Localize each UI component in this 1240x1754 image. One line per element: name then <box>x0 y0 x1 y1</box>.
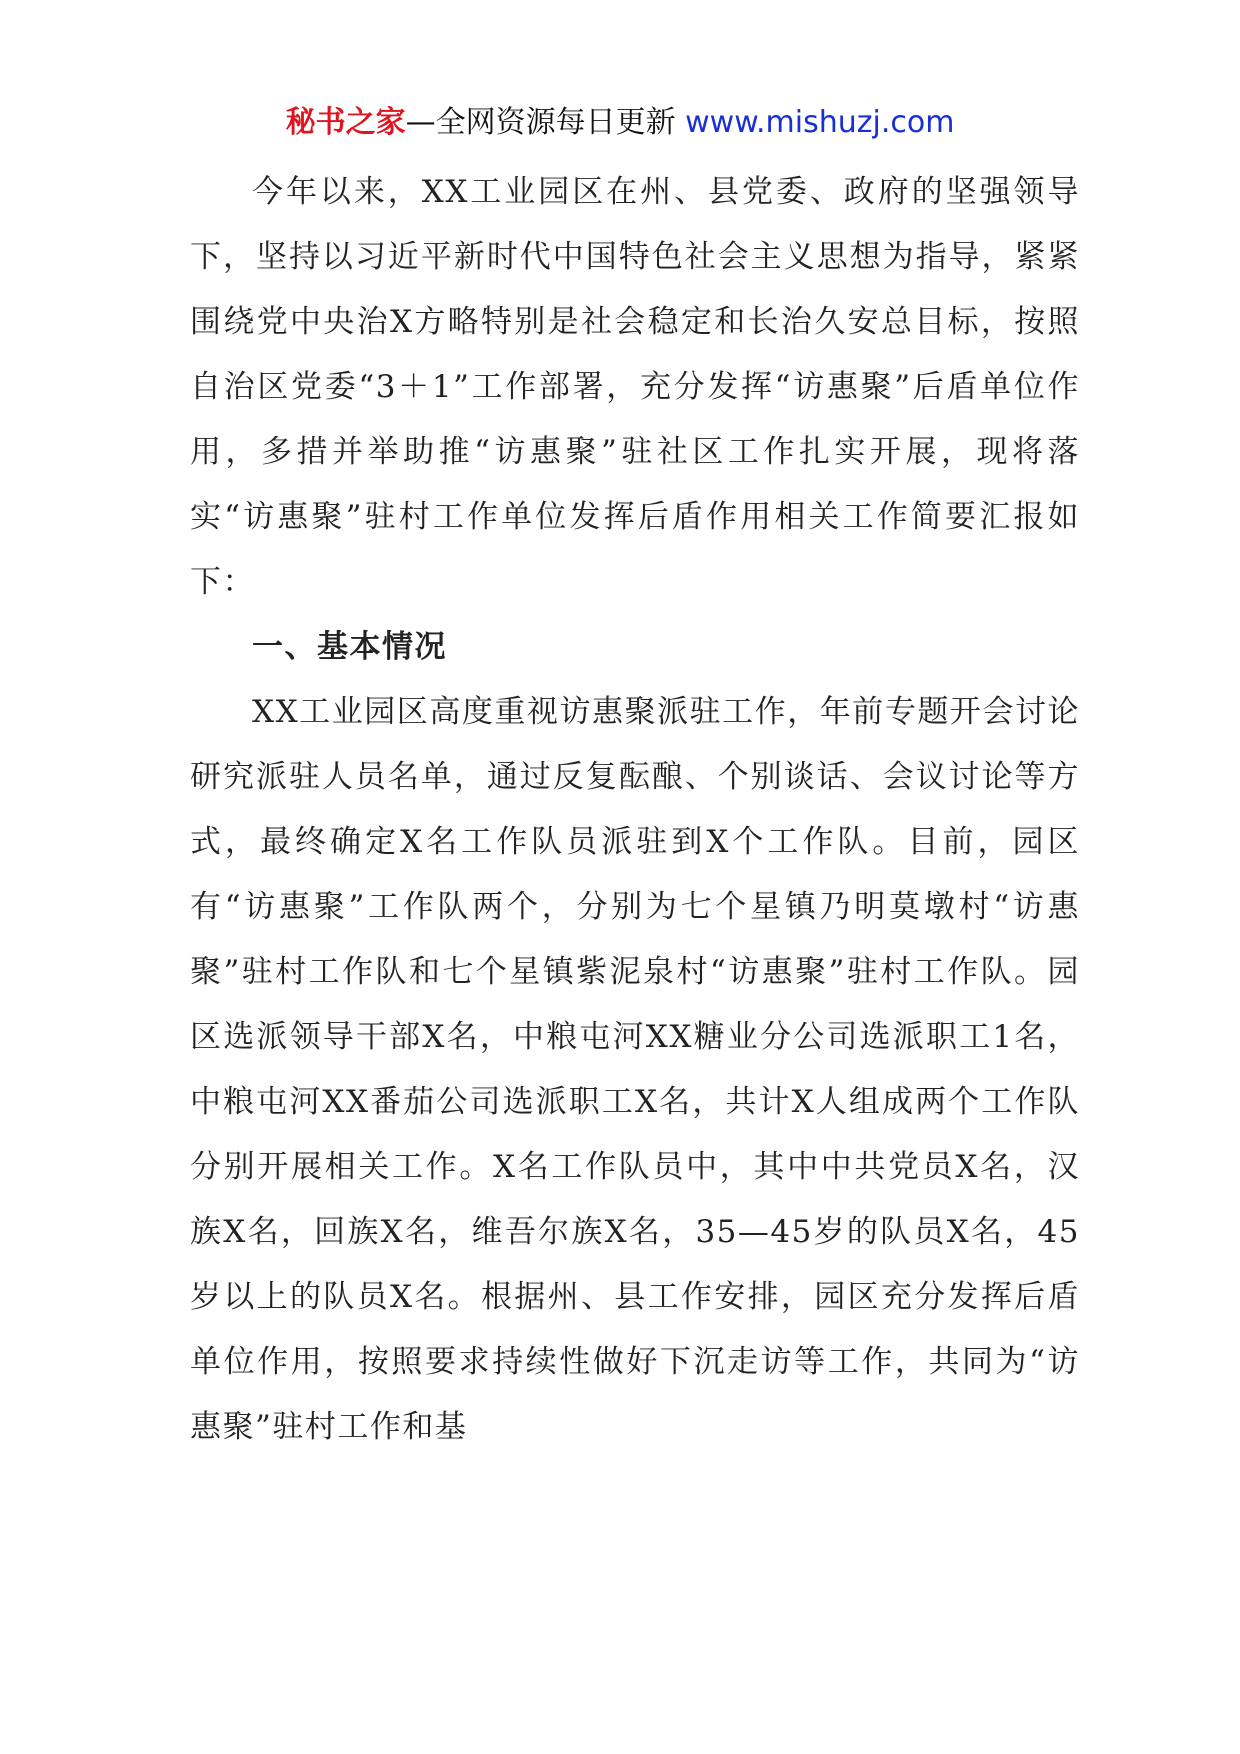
section-paragraph-basic: XX工业园区高度重视访惠聚派驻工作，年前专题开会讨论研究派驻人员名单，通过反复酝酿、个别谈话、会议讨论等方式，最终确定X名工作队员派驻到X个工作队。目前，园区有“访惠聚”工作队两个，分别为七个星镇乃明莫墩村“访惠聚”驻村工作队和七个星镇紫泥泉村“访惠聚”驻村工作队。园区选派领导干部X名，中粮屯河XX糖业分公司选派职工1名，中粮屯河XX番茄公司选派职工X名，共计X人组成两个工作队分别开展相关工作。X名工作队员中，其中中共党员X名，汉族X名，回族X名，维吾尔族X名，35—45岁的队员X名，45岁以上的队员X名。根据州、县工作安排，园区充分发挥后盾单位作用，按照要求持续性做好下沉走访等工作，共同为“访惠聚”驻村工作和基 <box>190 694 1080 1445</box>
section-heading-basic: 一、基本情况 <box>252 629 447 665</box>
brand-name: 秘书之家 <box>285 105 406 140</box>
intro-paragraph: 今年以来，XX工业园区在州、县党委、政府的坚强领导下，坚持以习近平新时代中国特色社会主义思想为指导，紧紧围绕党中央治X方略特别是社会稳定和长治久安总目标，按照自治区党委“3＋1”工作部署，充分发挥“访惠聚”后盾单位作用，多措并举助推“访惠聚”驻社区工作扎实开展，现将落实“访惠聚”驻村工作单位发挥后盾作用相关工作简要汇报如下： <box>190 174 1080 600</box>
site-url-link[interactable]: www.mishuzj.com <box>685 105 955 140</box>
site-banner <box>0 101 1240 145</box>
banner-tagline: —全网资源每日更新 <box>405 105 676 140</box>
document-body <box>190 160 1080 1460</box>
